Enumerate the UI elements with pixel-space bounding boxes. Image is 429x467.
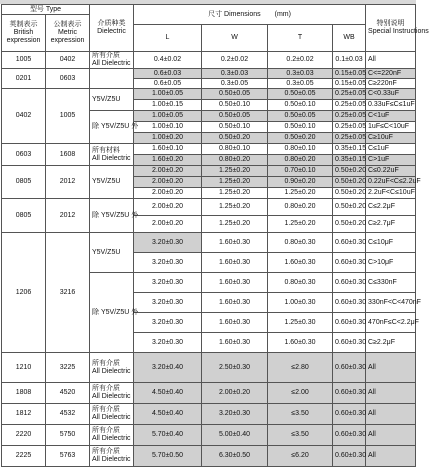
dim-wb: 0.25±0.05 xyxy=(333,133,366,144)
british-code: 1206 xyxy=(2,233,46,353)
dim-l: 1.60±0.10 xyxy=(134,144,202,155)
dim-w: 1.60±0.30 xyxy=(202,233,268,253)
dim-w: 1.60±0.30 xyxy=(202,253,268,273)
british-code: 1812 xyxy=(2,404,46,425)
dim-wb: 0.15±0.05 xyxy=(333,69,366,79)
british-code: 0805 xyxy=(2,199,46,233)
dim-t: 0.80±0.10 xyxy=(268,144,333,155)
dim-w: 3.20±0.30 xyxy=(202,404,268,425)
metric-code: 2012 xyxy=(46,166,90,199)
dimension-table xyxy=(1,4,429,467)
dim-wb: 0.25±0.05 xyxy=(333,122,366,133)
dim-l: 1.00±0.15 xyxy=(134,100,202,111)
dim-wb: 0.60±0.30 xyxy=(333,333,366,353)
dim-w: 1.25±0.20 xyxy=(202,166,268,177)
table-row xyxy=(2,144,416,155)
dim-w: 1.25±0.20 xyxy=(202,188,268,199)
dim-t: 1.25±0.20 xyxy=(268,188,333,199)
dim-t: ≤3.50 xyxy=(268,425,333,446)
dim-l: 1.00±0.05 xyxy=(134,89,202,100)
table-row xyxy=(2,446,416,467)
dim-l: 5.70±0.50 xyxy=(134,446,202,467)
special-note: C>10μF xyxy=(366,253,416,273)
british-code: 2225 xyxy=(2,446,46,467)
dielectric-cell: 所有介质 All Dielectric xyxy=(90,425,134,446)
dielectric-cell: 所有介质 All Dielectric xyxy=(90,52,134,69)
table-row xyxy=(2,233,416,253)
dim-wb: 0.60±0.30 xyxy=(333,404,366,425)
dielectric-cell xyxy=(90,69,134,89)
dim-wb: 0.60±0.30 xyxy=(333,446,366,467)
dielectric-cell: 所有介质 All Dielectric xyxy=(90,404,134,425)
dim-l: 3.20±0.40 xyxy=(134,353,202,383)
british-code: 0805 xyxy=(2,166,46,199)
british-code: 1210 xyxy=(2,353,46,383)
special-note: All xyxy=(366,353,416,383)
dim-wb: 0.50±0.20 xyxy=(333,166,366,177)
dielectric-cell: 所有介质 All Dielectric xyxy=(90,353,134,383)
dim-wb: 0.25±0.05 xyxy=(333,100,366,111)
table-row xyxy=(2,69,416,79)
header-L: L xyxy=(134,25,202,52)
dielectric-cell: 除 Y5V/Z5U 外 xyxy=(90,199,134,233)
dim-w: 0.80±0.20 xyxy=(202,155,268,166)
header-special: 特别说明 Special Instructions xyxy=(366,5,416,52)
table-row xyxy=(2,166,416,177)
dim-t: 0.70±0.10 xyxy=(268,166,333,177)
metric-code: 5750 xyxy=(46,425,90,446)
special-note: C<1uF xyxy=(366,111,416,122)
dielectric-cell: 除 Y5V/Z5U 外 xyxy=(90,111,134,144)
dim-w: 1.60±0.30 xyxy=(202,293,268,313)
metric-code: 4520 xyxy=(46,383,90,404)
dim-w: 0.3±0.05 xyxy=(202,79,268,89)
dim-l: 5.70±0.40 xyxy=(134,425,202,446)
dim-l: 0.6±0.03 xyxy=(134,69,202,79)
dim-t: 1.60±0.30 xyxy=(268,253,333,273)
special-note: C≤0.22uF xyxy=(366,166,416,177)
special-note: C<=220nF xyxy=(366,69,416,79)
dim-t: 1.25±0.30 xyxy=(268,313,333,333)
dim-wb: 0.50±0.20 xyxy=(333,188,366,199)
dielectric-cell: 除 Y5V/Z5U 外 xyxy=(90,273,134,353)
dim-t: ≤6.20 xyxy=(268,446,333,467)
british-code: 0603 xyxy=(2,144,46,166)
dim-w: 0.2±0.02 xyxy=(202,52,268,69)
dim-l: 2.00±0.20 xyxy=(134,166,202,177)
dim-t: 0.50±0.20 xyxy=(268,133,333,144)
dim-w: 0.50±0.20 xyxy=(202,133,268,144)
dielectric-cell: Y5V/Z5U xyxy=(90,166,134,199)
special-note: C≥2.2μF xyxy=(366,333,416,353)
dim-l: 2.00±0.20 xyxy=(134,177,202,188)
dim-wb: 0.60±0.30 xyxy=(333,273,366,293)
metric-code: 0402 xyxy=(46,52,90,69)
special-note: C≥220nF xyxy=(366,79,416,89)
dim-l: 0.6±0.05 xyxy=(134,79,202,89)
british-code: 1808 xyxy=(2,383,46,404)
dim-l: 1.00±0.05 xyxy=(134,111,202,122)
metric-code: 0603 xyxy=(46,69,90,89)
dim-t: 1.00±0.30 xyxy=(268,293,333,313)
dim-wb: 0.60±0.30 xyxy=(333,293,366,313)
special-note: All xyxy=(366,383,416,404)
dim-w: 0.50±0.05 xyxy=(202,111,268,122)
header-W: W xyxy=(202,25,268,52)
dim-w: 0.50±0.10 xyxy=(202,100,268,111)
special-note: All xyxy=(366,446,416,467)
dim-w: 1.60±0.30 xyxy=(202,313,268,333)
dim-t: 1.60±0.30 xyxy=(268,333,333,353)
dim-l: 4.50±0.40 xyxy=(134,383,202,404)
dim-t: 0.50±0.10 xyxy=(268,100,333,111)
dim-t: 0.2±0.02 xyxy=(268,52,333,69)
special-note: 330nF<C<470nF xyxy=(366,293,416,313)
special-note: C≤10μF xyxy=(366,233,416,253)
british-code: 0201 xyxy=(2,69,46,89)
dielectric-cell: 所有介质 All Dielectric xyxy=(90,446,134,467)
dim-t: 0.80±0.20 xyxy=(268,199,333,216)
dim-wb: 0.60±0.30 xyxy=(333,383,366,404)
header-metric: 公制表示 Metric expression xyxy=(46,15,90,52)
table-row xyxy=(2,89,416,100)
dim-wb: 0.15±0.05 xyxy=(333,79,366,89)
dim-t: 0.50±0.05 xyxy=(268,111,333,122)
header-WB: WB xyxy=(333,25,366,52)
dim-t: 0.50±0.10 xyxy=(268,122,333,133)
dim-wb: 0.35±0.15 xyxy=(333,155,366,166)
dim-w: 0.80±0.10 xyxy=(202,144,268,155)
dim-wb: 0.60±0.30 xyxy=(333,253,366,273)
dim-l: 3.20±0.30 xyxy=(134,293,202,313)
dim-l: 3.20±0.30 xyxy=(134,233,202,253)
dim-wb: 0.60±0.30 xyxy=(333,425,366,446)
special-note: C<0.33uF xyxy=(366,89,416,100)
metric-code: 4532 xyxy=(46,404,90,425)
dim-t: ≤3.50 xyxy=(268,404,333,425)
dim-wb: 0.1±0.03 xyxy=(333,52,366,69)
dim-l: 2.00±0.20 xyxy=(134,216,202,233)
table-row xyxy=(2,353,416,383)
special-note: C≤330nF xyxy=(366,273,416,293)
special-note: 470nF≤C<2.2μF xyxy=(366,313,416,333)
dim-w: 6.30±0.50 xyxy=(202,446,268,467)
dim-w: 1.60±0.30 xyxy=(202,333,268,353)
dielectric-cell: Y5V/Z5U xyxy=(90,233,134,273)
dim-wb: 0.25±0.05 xyxy=(333,89,366,100)
metric-code: 3216 xyxy=(46,233,90,353)
dim-l: 2.00±0.20 xyxy=(134,188,202,199)
dim-t: ≤2.80 xyxy=(268,353,333,383)
dim-w: 1.25±0.20 xyxy=(202,177,268,188)
dim-w: 2.00±0.20 xyxy=(202,383,268,404)
dim-l: 3.20±0.30 xyxy=(134,273,202,293)
british-code: 1005 xyxy=(2,52,46,69)
table-row xyxy=(2,425,416,446)
metric-code: 3225 xyxy=(46,353,90,383)
dielectric-cell: 所有材料 All Dielectric xyxy=(90,144,134,166)
dim-w: 0.3±0.03 xyxy=(202,69,268,79)
special-note: C>1uF xyxy=(366,155,416,166)
dim-w: 1.60±0.30 xyxy=(202,273,268,293)
british-code: 2220 xyxy=(2,425,46,446)
dim-wb: 0.50±0.20 xyxy=(333,199,366,216)
dim-wb: 0.35±0.15 xyxy=(333,144,366,155)
dim-wb: 0.50±0.20 xyxy=(333,216,366,233)
special-note: C≤1uF xyxy=(366,144,416,155)
dim-t: 0.3±0.05 xyxy=(268,79,333,89)
table-row xyxy=(2,52,416,69)
dim-wb: 0.60±0.30 xyxy=(333,313,366,333)
british-code: 0402 xyxy=(2,89,46,144)
header-T: T xyxy=(268,25,333,52)
dim-l: 0.4±0.02 xyxy=(134,52,202,69)
dielectric-cell: 所有介质 All Dielectric xyxy=(90,383,134,404)
special-note: C≤2.2μF xyxy=(366,199,416,216)
special-note: C≥10uF xyxy=(366,133,416,144)
dim-wb: 0.60±0.30 xyxy=(333,353,366,383)
special-note: All xyxy=(366,425,416,446)
header-british: 英制表示 British expression xyxy=(2,15,46,52)
dim-w: 1.25±0.20 xyxy=(202,216,268,233)
special-note: All xyxy=(366,52,416,69)
metric-code: 1005 xyxy=(46,89,90,144)
dim-w: 0.50±0.05 xyxy=(202,89,268,100)
dielectric-cell: Y5V/Z5U xyxy=(90,89,134,111)
dim-l: 3.20±0.30 xyxy=(134,313,202,333)
metric-code: 5763 xyxy=(46,446,90,467)
special-note: 2.2uF<C≤10uF xyxy=(366,188,416,199)
dim-t: 0.90±0.20 xyxy=(268,177,333,188)
table-row xyxy=(2,199,416,216)
dim-t: 0.50±0.05 xyxy=(268,89,333,100)
special-note: 0.33uF≤C≤1uF xyxy=(366,100,416,111)
metric-code: 2012 xyxy=(46,199,90,233)
metric-code: 1608 xyxy=(46,144,90,166)
dim-l: 3.20±0.30 xyxy=(134,253,202,273)
table-row xyxy=(2,404,416,425)
dim-wb: 0.60±0.30 xyxy=(333,233,366,253)
dim-l: 1.60±0.20 xyxy=(134,155,202,166)
dim-l: 1.00±0.10 xyxy=(134,122,202,133)
dim-wb: 0.25±0.05 xyxy=(333,111,366,122)
dim-w: 2.50±0.30 xyxy=(202,353,268,383)
special-note: All xyxy=(366,404,416,425)
header-dielectric: 介质种类 Dielectric xyxy=(90,5,134,52)
dim-wb: 0.50±0.20 xyxy=(333,177,366,188)
dim-w: 0.50±0.10 xyxy=(202,122,268,133)
dim-l: 2.00±0.20 xyxy=(134,199,202,216)
dim-w: 1.25±0.20 xyxy=(202,199,268,216)
header-type: 型号 Type xyxy=(2,5,90,15)
special-note: C≥2.7μF xyxy=(366,216,416,233)
dim-l: 3.20±0.30 xyxy=(134,333,202,353)
dim-l: 1.00±0.20 xyxy=(134,133,202,144)
dim-t: 1.25±0.20 xyxy=(268,216,333,233)
dim-t: 0.80±0.30 xyxy=(268,233,333,253)
dim-l: 4.50±0.40 xyxy=(134,404,202,425)
special-note: 1uF≤C<10uF xyxy=(366,122,416,133)
dim-w: 5.00±0.40 xyxy=(202,425,268,446)
dim-t: 0.80±0.30 xyxy=(268,273,333,293)
header-dimensions: 尺寸 Dimensions (mm) xyxy=(134,5,366,25)
table-row xyxy=(2,383,416,404)
dim-t: 0.3±0.03 xyxy=(268,69,333,79)
special-note: 0.22uF<C≤2.2uF xyxy=(366,177,416,188)
dim-t: ≤2.00 xyxy=(268,383,333,404)
dim-t: 0.80±0.20 xyxy=(268,155,333,166)
